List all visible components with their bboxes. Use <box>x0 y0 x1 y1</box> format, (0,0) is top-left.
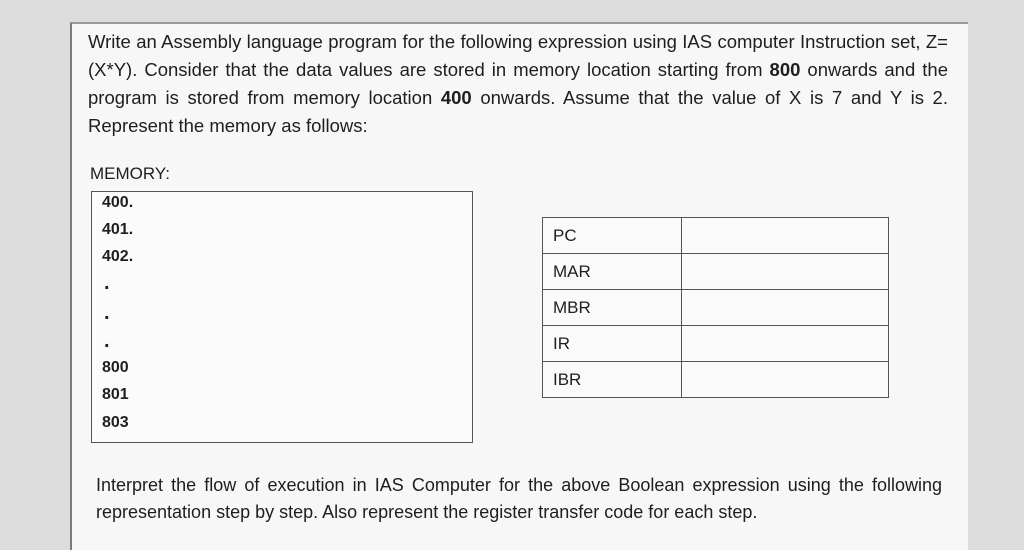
register-name: PC <box>543 218 682 254</box>
question-part-2: onwards and the program is stored from memory location <box>88 59 948 108</box>
register-row-ibr <box>543 362 889 398</box>
memory-ellipsis-dot: . <box>104 330 110 352</box>
register-row-mbr <box>543 290 889 326</box>
register-value-cell <box>682 362 889 398</box>
memory-ellipsis-dot: . <box>104 302 110 324</box>
register-row-mar <box>543 254 889 290</box>
register-value-cell <box>682 290 889 326</box>
memory-label: MEMORY: <box>90 164 170 183</box>
worksheet-page <box>70 22 968 550</box>
instruction-text: Interpret the flow of execution in IAS Computer for the above Boolean expression using the following representation step by step. Also represent the register transfer code for each step. <box>96 475 942 522</box>
register-name: MAR <box>543 254 682 290</box>
register-row-pc <box>543 218 889 254</box>
data-start-address: 800 <box>769 59 801 80</box>
memory-ellipsis-dot: . <box>104 272 110 294</box>
register-value-cell <box>682 254 889 290</box>
register-table <box>542 217 889 398</box>
question-part-3: onwards. Assume that the value of X is 7 and Y is 2. Represent the memory as follows: <box>88 87 948 136</box>
register-row-ir <box>543 326 889 362</box>
register-name: IBR <box>543 362 682 398</box>
memory-row-401: 401. <box>102 221 134 238</box>
memory-row-803: 803 <box>102 414 129 431</box>
memory-row-801: 801 <box>102 386 129 403</box>
register-value-cell <box>682 326 889 362</box>
register-name: MBR <box>543 290 682 326</box>
question-text <box>88 28 948 140</box>
memory-row-400: 400. <box>102 194 134 211</box>
memory-box <box>91 191 473 443</box>
register-value-cell <box>682 218 889 254</box>
memory-row-402: 402. <box>102 248 134 265</box>
question-part-1: Write an Assembly language program for the following expression using IAS computer Instruction set, Z=(X*Y). Consider that the data values are stored in memory location starting from <box>88 31 948 80</box>
register-name: IR <box>543 326 682 362</box>
memory-row-800: 800 <box>102 359 129 376</box>
program-start-address: 400 <box>440 87 472 108</box>
